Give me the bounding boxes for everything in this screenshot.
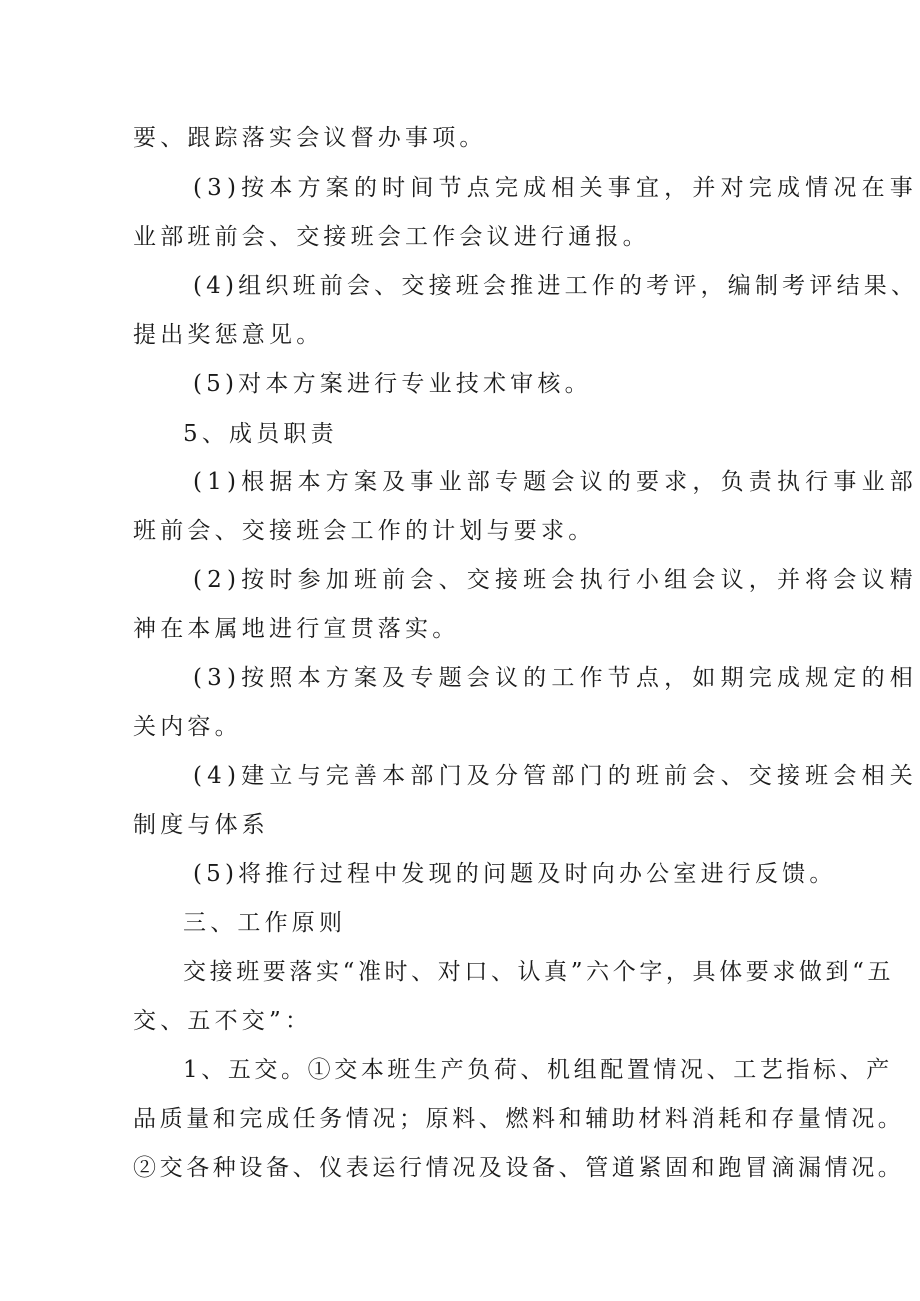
list-item-line: (2)按时参加班前会、交接班会执行小组会议，并将会议精 (193, 567, 918, 593)
paragraph-line: 业部班前会、交接班会工作会议进行通报。 (133, 224, 650, 250)
paragraph-line: ②交各种设备、仪表运行情况及设备、管道紧固和跑冒滴漏情况。 (133, 1155, 905, 1181)
list-item-line: (1)根据本方案及事业部专题会议的要求，负责执行事业部 (193, 469, 918, 495)
list-item-line: (3)按本方案的时间节点完成相关事宜，并对完成情况在事 (193, 175, 918, 201)
paragraph-line: 制度与体系 (133, 812, 269, 838)
section-heading: 5、成员职责 (183, 421, 338, 447)
list-item-line: 1、五交。①交本班生产负荷、机组配置情况、工艺指标、产 (183, 1057, 893, 1083)
paragraph-line: 提出奖惩意见。 (133, 322, 324, 348)
paragraph-line: 品质量和完成任务情况；原料、燃料和辅助材料消耗和存量情况。 (133, 1106, 905, 1132)
paragraph-line: 交接班要落实“准时、对口、认真”六个字，具体要求做到“五 (183, 959, 895, 985)
paragraph-line: 要、跟踪落实会议督办事项。 (133, 125, 487, 151)
section-heading: 三、工作原则 (183, 910, 347, 936)
paragraph-line: 班前会、交接班会工作的计划与要求。 (133, 518, 596, 544)
list-item-line: (4)组织班前会、交接班会推进工作的考评，编制考评结果、 (193, 273, 919, 299)
paragraph-line: 交、五不交”： (133, 1008, 313, 1034)
paragraph-line: 神在本属地进行宣贯落实。 (133, 616, 460, 642)
list-item-line: (3)按照本方案及专题会议的工作节点，如期完成规定的相 (193, 665, 918, 691)
list-item-line: (5)对本方案进行专业技术审核。 (193, 371, 592, 397)
paragraph-line: 关内容。 (133, 714, 242, 740)
list-item-line: (4)建立与完善本部门及分管部门的班前会、交接班会相关 (193, 763, 918, 789)
list-item-line: (5)将推行过程中发现的问题及时向办公室进行反馈。 (193, 861, 837, 887)
